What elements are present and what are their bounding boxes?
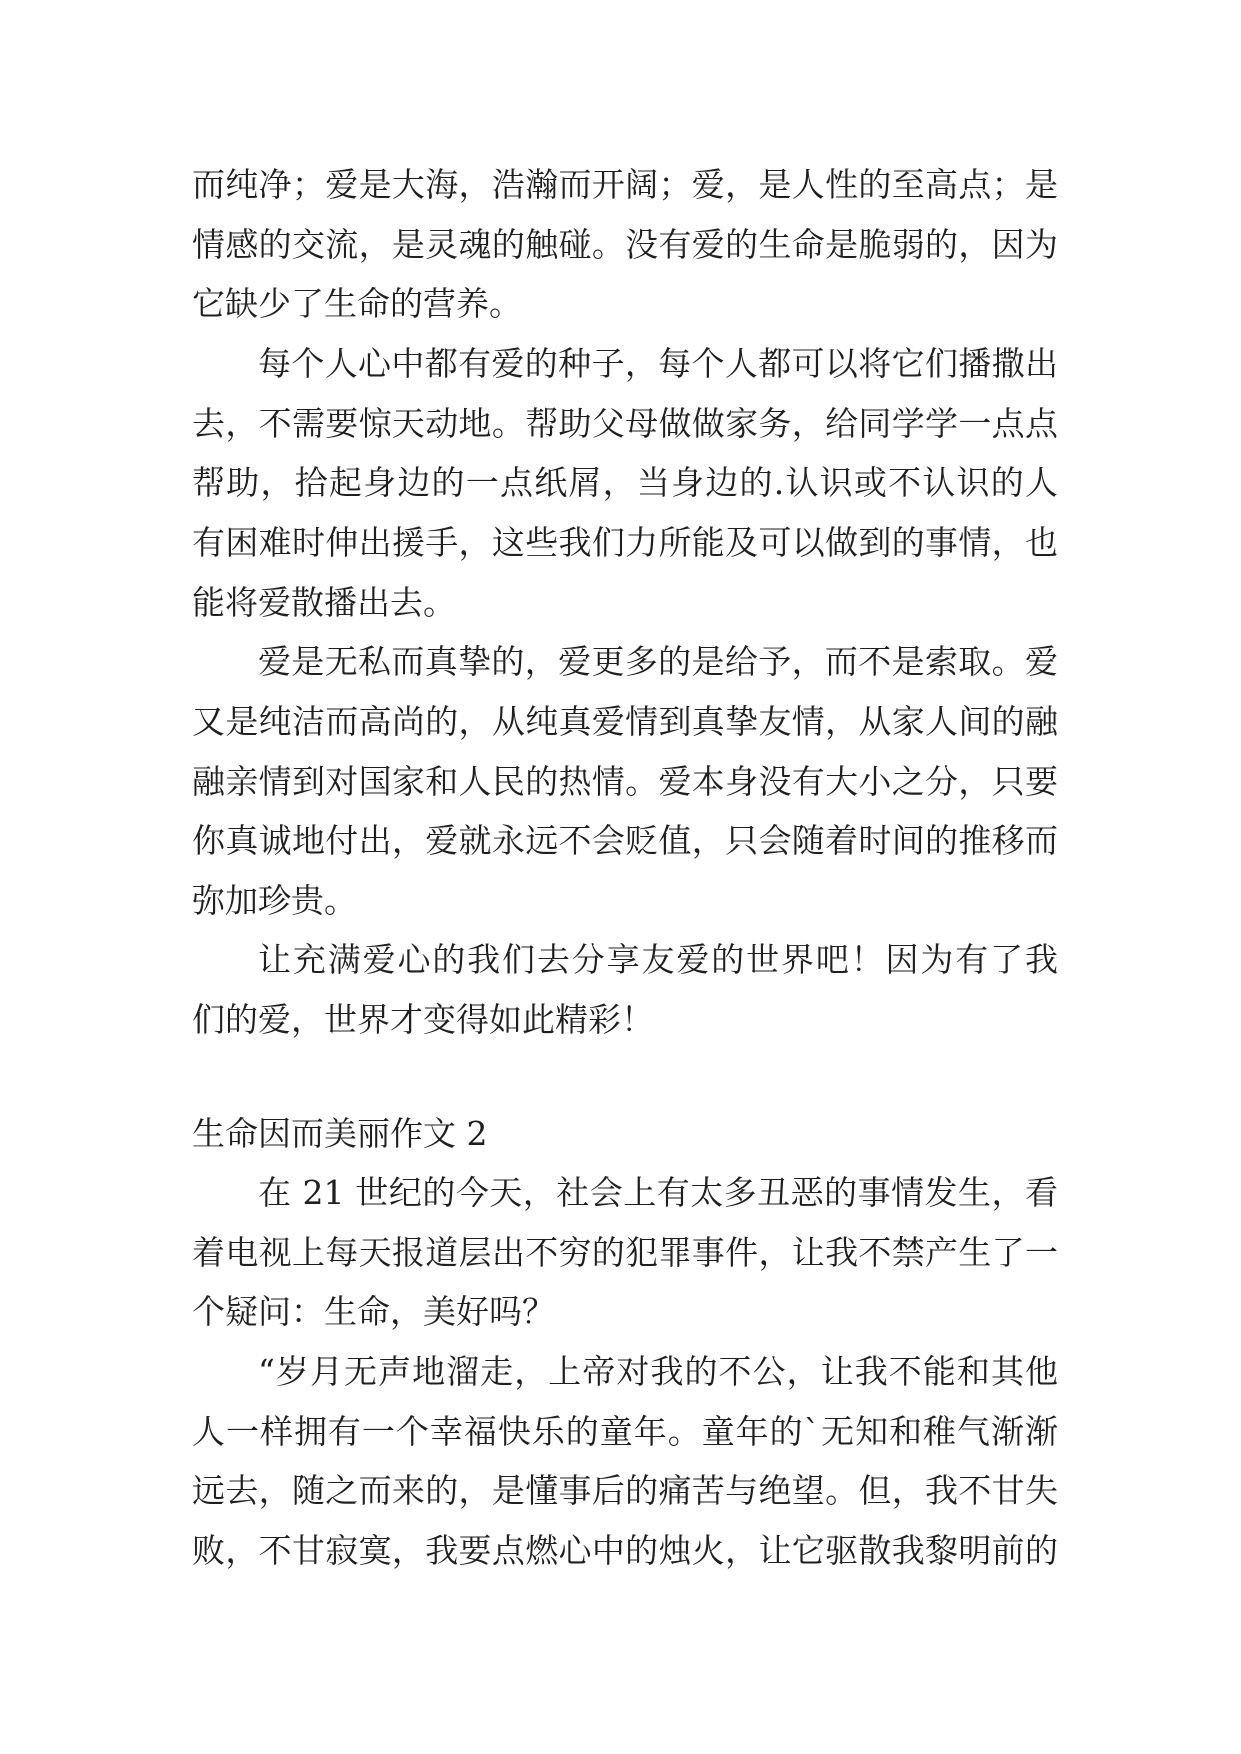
paragraph-line: 爱是无私而真挚的，爱更多的是给予，而不是索取。爱 [258, 642, 1058, 681]
section-heading: 生命因而美丽作文 2 [192, 1114, 488, 1153]
paragraph-line: 人一样拥有一个幸福快乐的童年。童年的`无知和稚气渐渐 [192, 1412, 1058, 1451]
paragraph-line: 去，不需要惊天动地。帮助父母做做家务，给同学学一点点 [192, 404, 1058, 443]
paragraph-line: 情感的交流，是灵魂的触碰。没有爱的生命是脆弱的，因为 [192, 225, 1058, 264]
paragraph-line: 它缺少了生命的营养。 [192, 284, 522, 323]
paragraph-line: 个疑问：生命，美好吗？ [192, 1292, 555, 1331]
paragraph-line: 又是纯洁而高尚的，从纯真爱情到真挚友情，从家人间的融 [192, 702, 1058, 741]
paragraph-line: 你真诚地付出，爱就永远不会贬值，只会随着时间的推移而 [192, 821, 1058, 860]
paragraph-line: 远去，随之而来的，是懂事后的痛苦与绝望。但，我不甘失 [192, 1471, 1058, 1510]
paragraph-line: 让充满爱心的我们去分享友爱的世界吧！因为有了我 [258, 940, 1058, 979]
paragraph-line: 能将爱散播出去。 [192, 583, 456, 622]
paragraph-line: 帮助，拾起身边的一点纸屑，当身边的.认识或不认识的人 [192, 463, 1058, 502]
paragraph-line: 而纯净；爱是大海，浩瀚而开阔；爱，是人性的至高点；是 [192, 165, 1058, 204]
paragraph-line: 弥加珍贵。 [192, 881, 357, 920]
paragraph-line: 每个人心中都有爱的种子，每个人都可以将它们播撒出 [258, 344, 1058, 383]
paragraph-line: 在 21 世纪的今天，社会上有太多丑恶的事情发生，看 [258, 1173, 1058, 1212]
paragraph-line: 融亲情到对国家和人民的热情。爱本身没有大小之分，只要 [192, 762, 1058, 801]
paragraph-line: 败，不甘寂寞，我要点燃心中的烛火，让它驱散我黎明前的 [192, 1531, 1058, 1570]
paragraph-line: “岁月无声地溜走，上帝对我的不公，让我不能和其他 [258, 1352, 1058, 1391]
paragraph-line: 有困难时伸出援手，这些我们力所能及可以做到的事情，也 [192, 523, 1058, 562]
paragraph-line: 们的爱，世界才变得如此精彩！ [192, 1000, 654, 1039]
paragraph-line: 着电视上每天报道层出不穷的犯罪事件，让我不禁产生了一 [192, 1233, 1058, 1272]
